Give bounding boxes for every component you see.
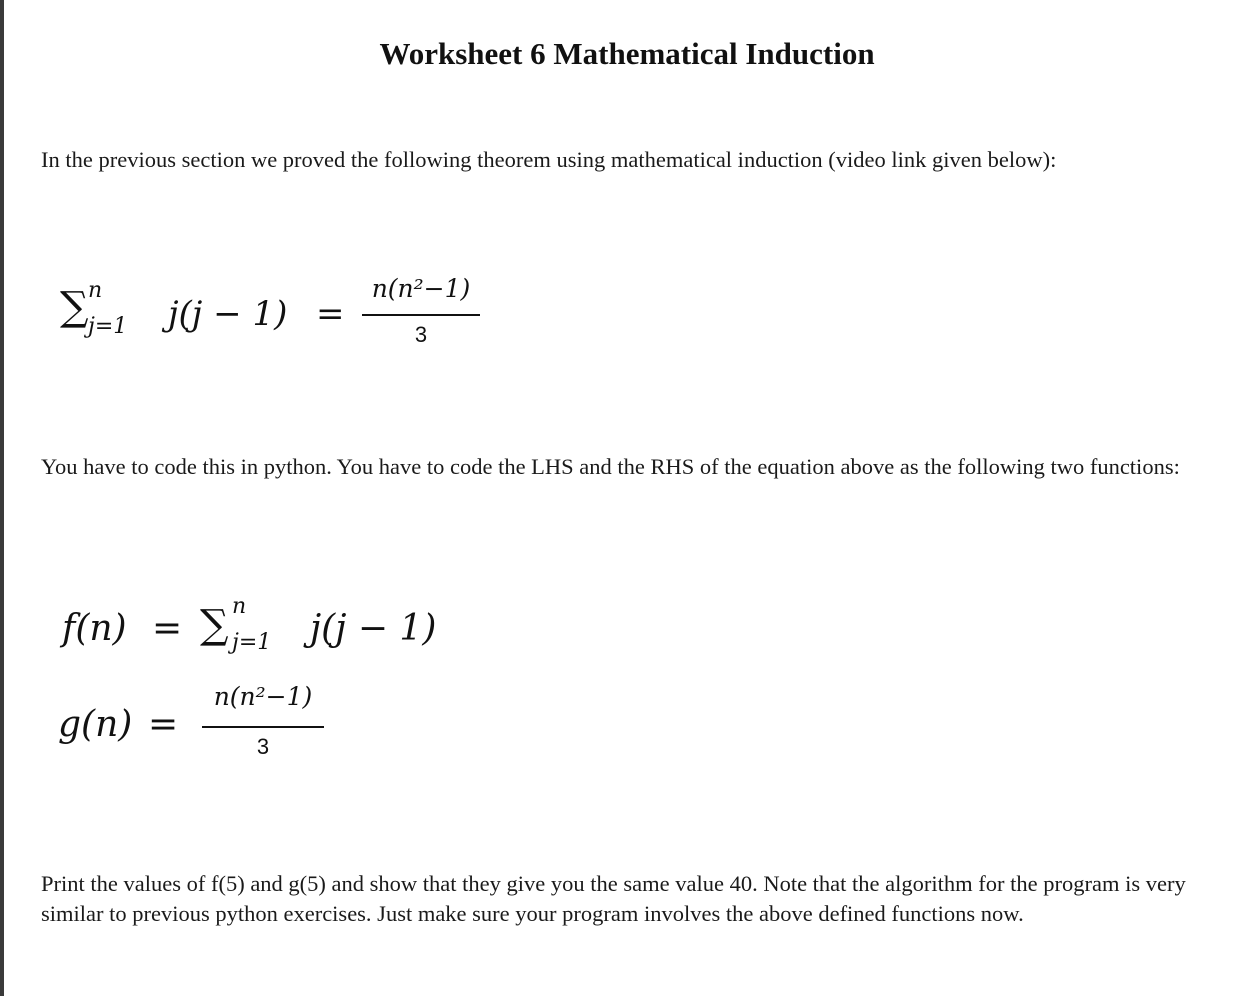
page-left-border: [0, 0, 4, 996]
f-sigma: ∑: [200, 602, 229, 648]
g-denominator: 3: [256, 734, 270, 759]
theorem-lower-limit: j=1: [88, 314, 128, 339]
theorem-fraction-bar: [362, 314, 480, 316]
theorem-denominator: 3: [414, 322, 428, 347]
theorem-summand: j(j − 1): [168, 294, 288, 334]
theorem-equation: [0, 270, 520, 360]
f-function-definition: [0, 594, 520, 668]
g-fraction-bar: [202, 726, 324, 728]
theorem-equals: =: [316, 294, 345, 334]
f-summand: j(j − 1): [310, 608, 437, 649]
g-numerator: n(n²−1): [213, 682, 313, 711]
g-equals: =: [148, 704, 179, 745]
theorem-numerator: n(n²−1): [371, 274, 471, 303]
f-lhs: f(n): [62, 608, 127, 649]
intro-paragraph: In the previous section we proved the following theorem using mathematical induction (video link given below):: [41, 147, 1057, 172]
print-instructions-paragraph: Print the values of f(5) and g(5) and show that they give you the same value 40. Note that the algorithm for the program is very similar to previous python exercises. Just make sure your program involves the above defined functions now.: [41, 871, 1186, 926]
g-function-definition: [0, 678, 520, 778]
task-paragraph: You have to code this in python. You have to code the LHS and the RHS of the equation above as the following two functions:: [41, 454, 1180, 479]
page-title: Worksheet 6 Mathematical Induction: [379, 36, 875, 71]
theorem-sigma: ∑: [60, 284, 89, 330]
theorem-upper-limit: n: [88, 278, 103, 303]
f-equals: =: [152, 608, 183, 649]
f-lower-limit: j=1: [232, 630, 272, 655]
g-lhs: g(n): [58, 704, 133, 745]
f-upper-limit: n: [232, 594, 247, 619]
